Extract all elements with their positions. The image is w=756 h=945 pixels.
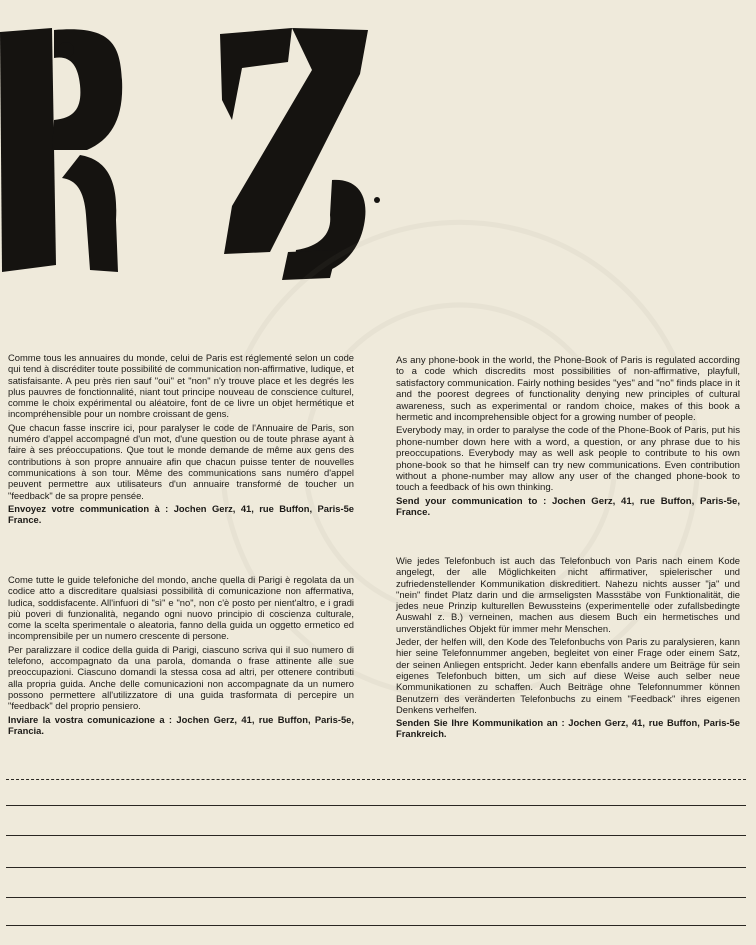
dashed-line[interactable] (6, 779, 746, 780)
write-line[interactable] (6, 867, 746, 868)
french-paragraph-2: Que chacun fasse inscrire ici, pour paralyser le code de l'Annuaire de Paris, son numéro d'appel accompagné d'un mot, d'une question ou de toute phrase ayant à faire à ses préoccupations. Que tout le monde demande de même aux gens des contributions à son propre annuaire afin que chacun puisse tenter de nouvelles communications à son tour. Même des communications sans numéro d'appel peuvent permettre aux utilisateurs d'un annuaire transformé de toucher un "feedback" de sa propre pensée. (8, 421, 354, 501)
french-column (8, 352, 354, 527)
masthead-stencil-letters (0, 10, 412, 300)
english-paragraph-1: As any phone-book in the world, the Phone-Book of Paris is regulated according to a code which discredits most possibilities of non-affirmative, playfull, satisfactory communication. Fairly nothing besides "yes" and "no" finds place in it and the poorest degrees of functionality denying new principles of cultural awareness, such as experimental or random choice, makes of this book a hermetic and incomprehensible object for a growing number of people. (396, 355, 740, 424)
italian-paragraph-1: Come tutte le guide telefoniche del mondo, anche quella di Parigi è regolata da un codice atto a discreditare qualsiasi possibilità di comunicazione non affermativa, ludica, soddisfacente. All'infuori di "sì" e "no", non c'è posto per nient'altro, e i gradi più poveri di funzionalità, negando ogni nuovo principio di coscienza culturale, come la scelta sperimentale o aleatoria, fanno della guida un oggetto ermetico ed incomprensibile per un numero crescente di persone. (8, 574, 354, 642)
english-column (396, 355, 740, 521)
german-paragraph-2: Jeder, der helfen will, den Kode des Telefonbuchs von Paris zu paralysieren, kann hier seine Telefonnummer angeben, begleitet von einer Frage oder einem Satz, der seinen Anliegen entspricht. Jeder kann ebenfalls andere um Beiträge für sein eigenes Telefonbuch bitten, um sich auf diese Weise auch selber neue Kommunikationen zu schaffen. Auch Beiträge ohne Telefonnummer können Benutzern des veränderten Telefonbuchs zu einem "Feedback" ihres eigenen Denkens verhelfen. (396, 636, 740, 715)
italian-paragraph-2: Per paralizzare il codice della guida di Parigi, ciascuno scriva qui il suo numero di telefono, accompagnato da una parola, domanda o frase attinente alle sue preoccupazioni. Ciascuno domandi la stessa cosa ad altri, per ottenere contributi alla propria guida. Anche delle comunicazioni non accompagnate da un numero possono permettere all'utilizzatore di una guida trasformata di percepire un "feedback" del proprio pensiero. (8, 643, 354, 712)
english-send-address: Send your communication to : Jochen Gerz, 41, rue Buffon, Paris-5e, France. (396, 495, 740, 519)
write-line[interactable] (6, 805, 746, 806)
write-line[interactable] (6, 835, 746, 836)
write-in-lines (6, 775, 746, 935)
write-line[interactable] (6, 897, 746, 898)
german-send-address: Senden Sie Ihre Kommunikation an : Jochen Gerz, 41, rue Buffon, Paris-5e Frankreich. (396, 717, 740, 740)
english-paragraph-2: Everybody may, in order to paralyse the code of the Phone-Book of Paris, put his phone-number down here with a word, a question, or any phrase due to his preoccupations. Everybody may as well ask people to contribute to his own phone-book so that he himself can try new communications. Even contribution without a phone-number may allow any user of the changed phone-book to touch a feedback of his own thinking. (396, 425, 740, 494)
french-paragraph-1: Comme tous les annuaires du monde, celui de Paris est réglementé selon un code qui tend à discréditer toute possibilité de communication non-affirmative, ludique, et satisfaisante. A peu près rien sauf "oui" et "non" n'y trouve place et les degrés les plus pauvres de fonctionnalité, niant tout principe nouveau de conscience culturel, comme le choix expérimental ou aléatoire, font de ce livre un objet hermétique et incompréhensible pour un nombre croissant de gens. (8, 352, 354, 420)
german-paragraph-1: Wie jedes Telefonbuch ist auch das Telefonbuch von Paris nach einem Kode angelegt, der alle Möglichkeiten nicht affirmativer, spielerischer und zufriedenstellender Kommunikation diskreditiert. Nahezu nichts ausser "ja" und "nein" findet Platz darin und die armseligsten Massstäbe von Funktionalität, die jedes neue Prinzip kulturellen Bewussteins (experimentelle oder zufallsbedingte Auswahl z. B.) verneinen, machen aus diesem Buch ein hermetisches und unverständliches Objekt für immer mehr Menschen. (396, 555, 740, 634)
german-column (396, 555, 740, 742)
stencil-letters-icon (0, 10, 412, 300)
italian-column (8, 574, 354, 738)
write-line[interactable] (6, 925, 746, 926)
french-send-address: Envoyez votre communication à : Jochen Gerz, 41, rue Buffon, Paris-5e France. (8, 502, 354, 526)
italian-send-address: Inviare la vostra comunicazione a : Jochen Gerz, 41, rue Buffon, Paris-5e, Francia. (8, 713, 354, 736)
